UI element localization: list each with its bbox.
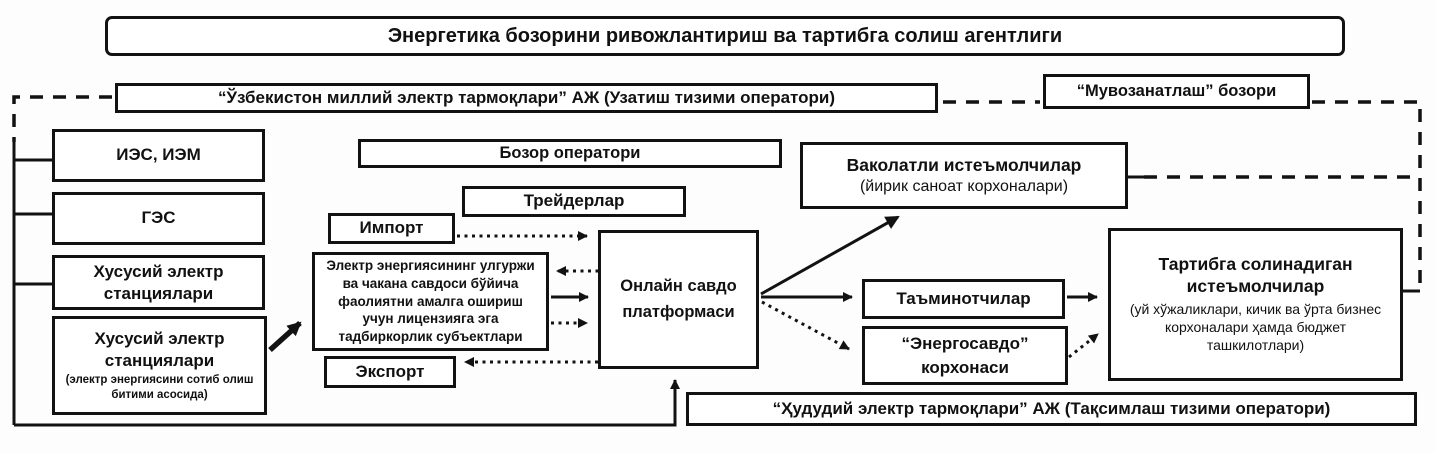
qualified-consumers-title: Ваколатли истеъмолчилар bbox=[846, 154, 1082, 175]
import-label: Импорт bbox=[359, 218, 424, 238]
arrow-platform-to-energosavdo bbox=[762, 302, 849, 349]
import-box bbox=[328, 213, 455, 244]
thermal-plants-label: ИЭС, ИЭМ bbox=[116, 145, 201, 165]
online-trading-platform-box bbox=[598, 230, 759, 369]
suppliers-box bbox=[862, 279, 1065, 319]
energosavdo-box bbox=[862, 326, 1068, 385]
balancing-market-label: “Мувозанатлаш” бозори bbox=[1076, 81, 1277, 100]
energosavdo-label: “Энергосавдо” корхонаси bbox=[901, 333, 1029, 377]
export-label: Экспорт bbox=[355, 361, 425, 381]
traders-box bbox=[462, 186, 686, 217]
transmission-operator-box bbox=[115, 83, 938, 113]
export-box bbox=[324, 356, 456, 388]
private-stations-ppa-box bbox=[52, 316, 267, 415]
regulated-consumers-title: Тартибга солинадиган истеъмолчилар bbox=[1158, 254, 1353, 297]
qualified-consumers-note: (йирик саноат корхоналари) bbox=[859, 177, 1069, 195]
private-stations-ppa-note: (электр энергиясини сотиб олиш битими асосида) bbox=[65, 373, 254, 401]
market-operator-box bbox=[358, 139, 782, 168]
transmission-operator-label: “Ўзбекистон миллий электр тармоқлари” АЖ (Узатиш тизими оператори) bbox=[217, 87, 836, 107]
online-trading-platform-label: Онлайн савдо платформаси bbox=[620, 276, 737, 321]
hydro-plants-box bbox=[52, 192, 265, 245]
arrow-energosavdo-to-regulated bbox=[1069, 334, 1098, 357]
agency-title-label: Энергетика бозорини ривожлантириш ва тартибга солиш агентлиги bbox=[387, 25, 1063, 47]
traders-label: Трейдерлар bbox=[523, 191, 625, 211]
private-stations-label: Хусусий электр станциялари bbox=[93, 262, 224, 303]
distribution-operator-box bbox=[686, 392, 1417, 426]
agency-title-box bbox=[105, 16, 1345, 56]
arrow-private2-to-license bbox=[270, 323, 300, 350]
balancing-market-box bbox=[1043, 74, 1310, 109]
licensed-entities-label: Электр энергиясининг улгуржи ва чакана савдоси бўйича фаолиятни амалга ошириш учун лицензияга эга тадбиркорлик субъектлари bbox=[326, 257, 535, 345]
qualified-consumers-box bbox=[800, 142, 1128, 209]
private-stations-ppa-title: Хусусий электр станциялари bbox=[94, 329, 225, 370]
distribution-operator-label: “Ҳудудий электр тармоқлари” АЖ (Тақсимлаш тизими оператори) bbox=[772, 398, 1331, 418]
market-operator-label: Бозор оператори bbox=[499, 143, 641, 162]
regulated-consumers-note: (уй хўжаликлари, кичик ва ўрта бизнес корхоналари ҳамда бюджет ташкилотлари) bbox=[1129, 301, 1382, 354]
suppliers-label: Таъминотчилар bbox=[896, 288, 1031, 308]
thermal-plants-box bbox=[52, 129, 265, 182]
hydro-plants-label: ГЭС bbox=[141, 208, 176, 228]
regulated-consumers-box bbox=[1108, 228, 1403, 381]
private-stations-box bbox=[52, 255, 265, 310]
licensed-entities-box bbox=[312, 252, 549, 351]
